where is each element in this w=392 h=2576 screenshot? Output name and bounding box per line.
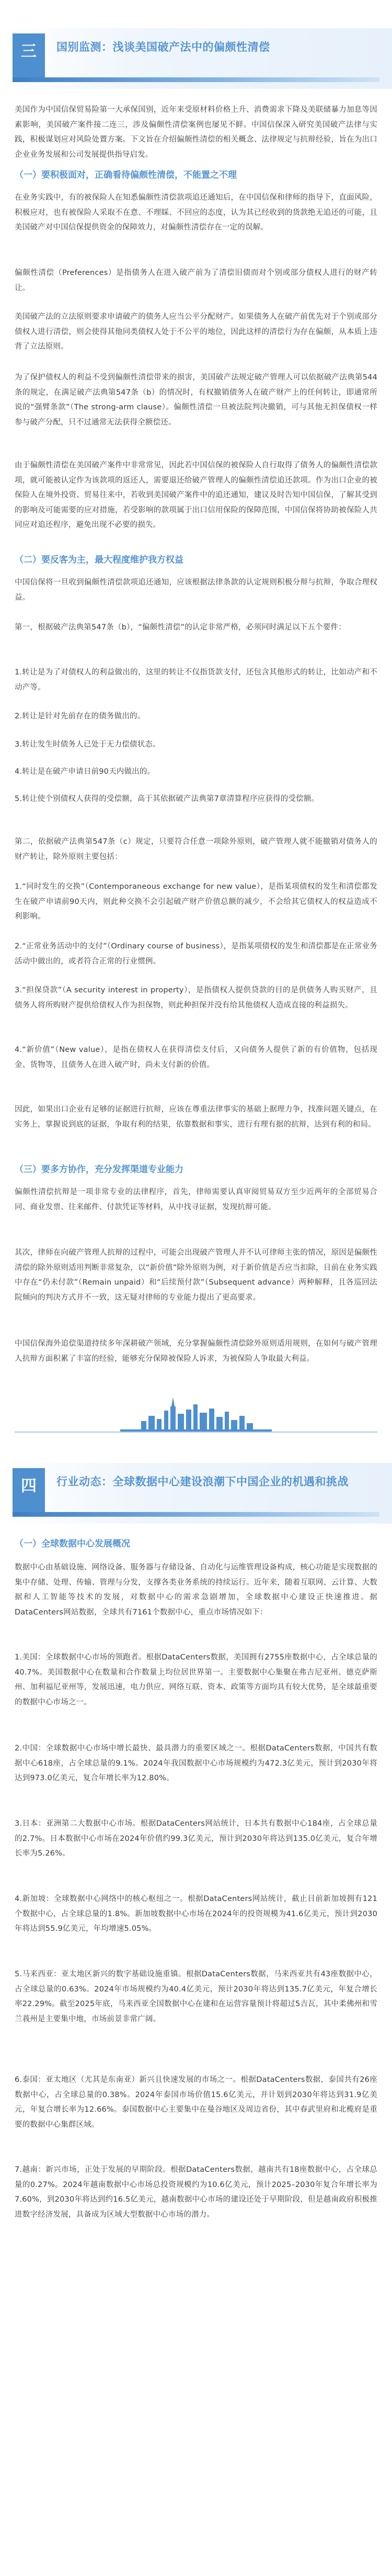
subheading-3-1: （一）要积极面对，正确看待偏颇性清偿，不能置之不理 [15, 170, 237, 180]
list-item: 2.“正常业务活动中的支付”（Ordinary course of business），是指某项债权的发生和清偿都是在正常业务活动中做出的，或者符合正常的行业惯例。 [15, 942, 377, 966]
paragraph: 其次，律师在向破产管理人抗辩的过程中，可能会出现破产管理人并不认可律师主张的情况，原因是偏颇性清偿的除外原则适用判断非常复杂，以“新价值”除外原则为例，对于新价值是否应当扣除，目前在业务实践中存在“仍未付款”（Remain unpaid）和“后续预付款”（Subsequent advance）两种解释，且各巡回法院倾向的判决方式并不一致，这无疑对律师的专业能力提出了更高要求。 [15, 1249, 377, 1302]
subheading-3-3: （三）要多方协作，充分发挥渠道专业能力 [15, 1164, 183, 1175]
paragraph: 数据中心由基础设施、网络设备、服务器与存储设备、自动化与运维管理设备构成，核心功能是实现数据的集中存储、处理、传输、管理与分发，支撑各类业务系统的持续运行。近年来，随着互联网、云计算、大数据和人工智能等技术的发展，对数据中心的需求急剧增加，全球数据中心建设正快速推进。据DataCenters网站数据，全球共有7161个数据中心，重点市场情况如下： [15, 1563, 377, 1617]
list-item: 6.泰国：亚太地区（尤其是东南亚）新兴且快速发展的市场之一。根据DataCenters数据，泰国共有26座数据中心，占全球总量的0.38%。2024年泰国市场价值15.6亿美元，并计划到2030年将达到31.9亿美元，年复合增长率为12.66%。泰国数据中心主要集中在曼谷地区及周边省份，其中春武里府和北榄府是重要的数据中心集群区域。 [15, 2076, 377, 2129]
list-item: 5.转让使个别债权人获得的受偿额，高于其依据破产法典第7章清算程序应获得的受偿额。 [15, 795, 319, 803]
header-bar [13, 1512, 379, 1517]
list-item: 3.转让发生时债务人已处于无力偿债状态。 [15, 740, 160, 749]
section-3-intro: 美国作为中国信保贸易险第一大承保国别，近年来受原材料价格上升、消费需求下降及美联储暴力加息等因素影响，美国破产案件接二连三，涉及偏颇性清偿案例也屡见不鲜。中国信保深入研究美国破产法律与实践，积极谋划应对风险处置方案。下文旨在介绍偏颇性清偿的相关概念、法律规定与抗辩经验，旨在为出口企业业务发展和公司发展提供指导启发。 [15, 106, 377, 159]
list-item: 3.“担保贷款”（A security interest in property），是指债权人提供贷款的目的是供债务人购买财产，且债务人将所购财产提供给债权人作为担保物，则此种担保并没有给其他债权人造成直接的利益损失。 [15, 986, 377, 1010]
header-bar [13, 77, 379, 82]
list-item: 4.“新价值”（New value），是指在债权人在获得清偿支付后，又向债务人提供了新的有价值物，包括现金、货物等，且债务人在进入破产时，尚未支付新的价值。 [15, 1046, 377, 1069]
paragraph: 中国信保海外追偿渠道持续多年深耕破产领域，充分掌握偏颇性清偿除外原则适用规则，在如何与破产管理人抗辩方面积累了丰富的经验，能够充分保障被保险人诉求，为被保险人争取最大利益。 [15, 1339, 377, 1363]
section-title: 国别监测：浅谈美国破产法中的偏颇性清偿 [56, 41, 270, 53]
paragraph: 第二，依据破产法典第547条（c）规定，只要符合任意一项除外原则，破产管理人就不能撤销对债务人的财产转让，除外原则主要包括： [15, 838, 377, 861]
city-skyline-icon [120, 1395, 272, 1437]
paragraph: 第一，根据破产法典第547条（b），“偏颇性清偿”的认定非常严格，必须同时满足以下五个要件： [15, 623, 346, 632]
list-item: 4.新加坡：全球数据中心网络中的核心枢纽之一。根据DataCenters网站统计，截止目前新加坡拥有121个数据中心，占全球总量的1.8%。新加坡数据中心市场在2024年的投资规模为41.6亿美元，预计到2030年将达到55.9亿美元，年均增速5.05%。 [15, 1895, 377, 1933]
paragraph: 因此，如果出口企业有足够的证据进行抗辩，应该在尊重法律事实的基础上据理力争，找准问题关键点，在实务上，掌握说到底的证据，争取有利的结果，依靠数据和事实，进行有理有据的抗辩，达到有利的和局。 [15, 1105, 377, 1129]
subheading-4-1: （一）全球数据中心发展概况 [15, 1539, 130, 1549]
list-item: 5.马来西亚：亚太地区新兴的数字基础设施重镇。根据DataCenters数据，马来西亚共有43座数据中心，占全球总量的0.63%。2024年市场规模约为40.4亿美元，预计2030年将达到135.7亿美元，年复合增长率22.29%。截至2025年底，马来西亚全国数据中心在建和在运营容量预计将超过5吉瓦，其中柔佛州和雪兰莪州是主要集中地，市场前景非常广阔。 [15, 1970, 377, 2023]
list-item: 1.美国：全球数据中心市场的领跑者。根据DataCenters数据，美国拥有2755座数据中心，占全球总量的40.7%。美国数据中心在数量和合作数量上均位居世界第一。主要数据中心集聚在弗吉尼亚州、德克萨斯州、加利福尼亚州等，发展迅速，电力供应、网络互联、资本、政策等方面均具有较大优势，是全球最重要的数据中心市场之一。 [15, 1653, 377, 1707]
section-3-header [0, 19, 392, 97]
list-item: 3.日本：亚洲第二大数据中心市场。根据DataCenters网站统计，日本共有数据中心184座，占全球总量的2.7%。日本数据中心市场在2024年价值约99.3亿美元，预计到2030年将达到135.0亿美元，复合年增长率为5.26%。 [15, 1819, 377, 1858]
subheading-3-2: （二）要反客为主，最大程度维护我方权益 [15, 555, 183, 565]
paragraph: 在业务实践中，有的被保险人在知悉偏颇性清偿款项追还通知后，在中国信保和律师的指导下，直面风险，积极应对，也有被保险人采取不在意、不理睬、不回应的态度，认为其已经收到的货款绝无追还的可能，且美国破产对中国信保提供资金的保障效力，对偏颇性清偿存在一定的误解。 [15, 193, 377, 232]
section-number-badge: 四 [13, 1468, 45, 1501]
list-item: 2.转让是针对先前存在的债务做出的。 [15, 712, 145, 720]
paragraph: 偏颇性清偿（Preferences）是指债务人在进入破产前为了清偿旧债而对个别或部分债权人进行的财产转让。 [15, 269, 377, 292]
list-item: 1.“同时发生的交换”（Contemporaneous exchange for new value），是指某项债权的发生和清偿都发生在破产申请前90天内，则此种交换不会引起破产财产价值总额的减少，不会给其它债权人的权益造成不利影响。 [15, 883, 377, 921]
list-item: 7.越南：新兴市场，正处于发展的早期阶段。根据DataCenters数据，越南共有18座数据中心，占全球总量的0.27%。2024年越南数据中心市场总投资规模约为10.6亿美元，预计2025–2030年复合年增长率为7.60%，到2030年将达到约16.5亿美元，越南数据中心市场的建设还处于早期阶段，但是越南政府积极推进数字经济发展，具备成为区域大型数据中心市场的潜力。 [15, 2166, 377, 2219]
header-bar-accent [13, 1501, 45, 1512]
section-title: 行业动态：全球数据中心建设浪潮下中国企业的机遇和挑战 [56, 1475, 349, 1488]
list-item: 1.转让是为了对债权人的利益做出的，这里的转让不仅指货款支付，还包含其他形式的转让，比如动产和不动产等。 [15, 668, 377, 692]
paragraph: 美国破产法的立法原则要求申请破产的债务人应当公平分配财产。如果债务人在破产前优先对于个别或部分债权人进行清偿，则会使得其他同类债权人处于不公平的地位，因此这样的清偿行为存在偏颇，从本质上违背了立法原则。 [15, 313, 377, 351]
paragraph: 由于偏颇性清偿在美国破产案件中非常常见，因此若中国信保的被保险人自行取得了债务人的偏颇性清偿款项，就可能被认定作为该款项的返还人，需要退还给破产管理人的偏颇性清偿追还款项。作为出口企业的被保险人在境外投资、贸易往来中，若收到美国破产案件中的追还通知，建议及时告知中国信保，了解其受到的影响及可能需要的应对措施，若受影响的款项属于出口信用保险的保障范围，中国信保将协助被保险人共同应对追还程序，避免出现不必要的损失。 [15, 461, 377, 529]
paragraph: 为了保护债权人的利益不受到偏颇性清偿带来的损害，美国破产法规定破产管理人可以依据破产法典第544条的规定，在满足破产法典第547条（b）的情况时，有权撤销债务人在破产财产上的任何转让，即通常所说的“强臂条款”（The strong-arm clause）。偏颇性清偿一旦被法院判决撤销，可与其他无担保债权一样参与破产分配，只不过通常无法获得全额偿还。 [15, 373, 377, 427]
header-bar-accent [13, 66, 45, 77]
section-divider [0, 1391, 392, 1453]
section-4-header [0, 1453, 392, 1532]
paragraph: 偏颇性清偿抗辩是一项非常专业的法律程序，首先，律师需要认真审阅贸易双方至少近两年的全部贸易合同、商业发票、往来邮件、付款凭证等材料，从中找寻证据，发现抗辩可能。 [15, 1188, 377, 1211]
paragraph: 中国信保将一旦收到偏颇性清偿款项追还通知，应该根据法律条款的认定规则积极分辩与抗辩，争取合理权益。 [15, 578, 377, 602]
section-number-badge: 三 [13, 33, 45, 66]
list-item: 2.中国：全球数据中心市场中增长最快、最具潜力的重要区域之一。根据DataCenters数据，中国共有数据中心618座，占全球总量的9.1%。2024年我国数据中心市场规模约为472.3亿美元，预计到2030年将达到973.0亿美元，复合年增长率为12.80%。 [15, 1744, 377, 1782]
list-item: 4.转让是在破产申请日前90天内做出的。 [15, 768, 155, 776]
